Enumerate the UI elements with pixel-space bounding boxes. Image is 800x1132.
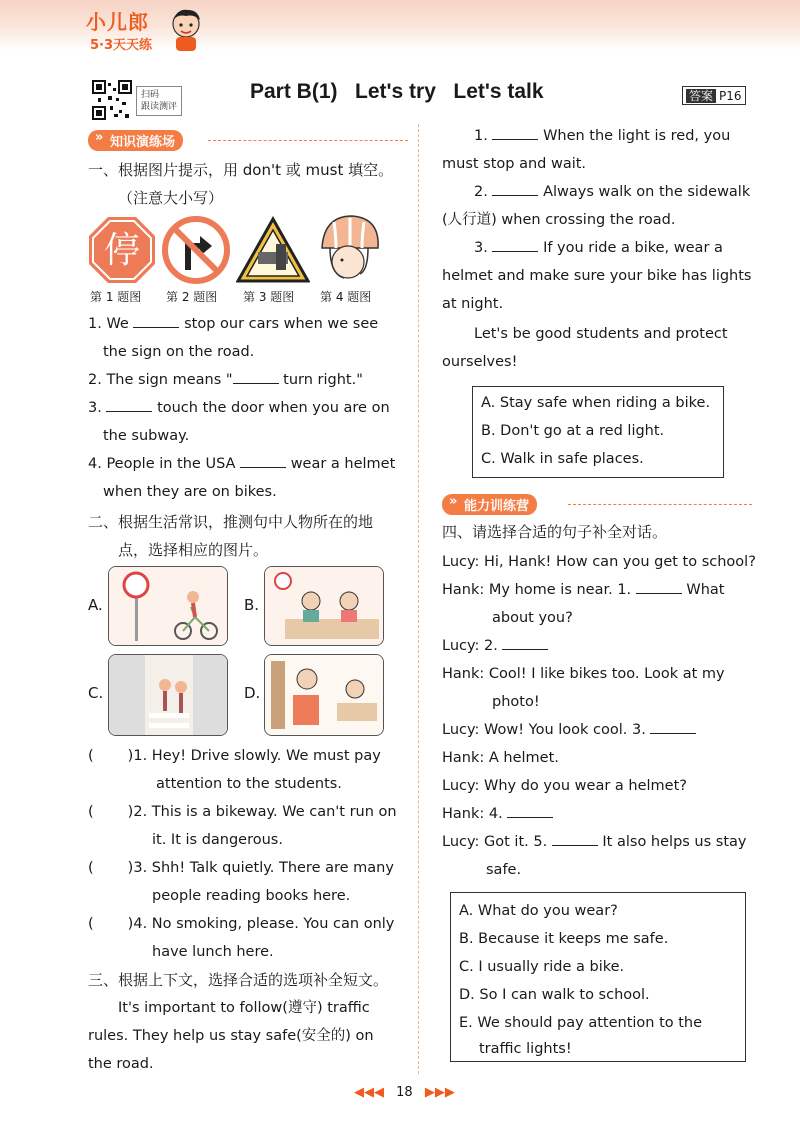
dialog-option-e-cont: traffic lights! [479,1041,572,1057]
qr-label [136,86,182,116]
section-tag-ability [442,494,752,514]
question-4-cont: when they are on bikes. [103,484,277,500]
dialog-option-a: A. What do you wear? [459,903,618,919]
answer-page: P16 [719,89,742,103]
dialog-line-2-cont: about you? [492,610,573,626]
answer-blank[interactable] [106,395,152,412]
answer-paren[interactable] [94,800,128,816]
match-item-3: ( )3. Shh! Talk quietly. There are many [88,854,394,882]
answer-blank[interactable] [492,235,538,252]
match-item-4-cont: have lunch here. [152,944,274,960]
question-1-cont: the sign on the road. [103,344,255,360]
picture-d-library [264,654,384,736]
question-1: 1. We stop our cars when we see [88,310,378,338]
dialog-line-9-cont: safe. [486,862,522,878]
answer-paren[interactable] [94,744,128,760]
options-box-section3 [472,386,724,478]
section1-heading-note: （注意大小写） [118,189,224,207]
match-item-1: ( )1. Hey! Drive slowly. We must pay [88,742,381,770]
answer-badge[interactable] [682,86,746,105]
caption-3: 第 3 题图 [243,290,295,304]
answer-blank[interactable] [650,717,696,734]
dialog-line-2: Hank: My home is near. 1. What [442,576,725,604]
dialog-line-8: Hank: 4. [442,800,553,828]
match-item-4: ( )4. No smoking, please. You can only [88,910,394,938]
dialog-option-c: C. I usually ride a bike. [459,959,625,975]
answer-blank[interactable] [492,179,538,196]
dialog-option-b: B. Because it keeps me safe. [459,931,669,947]
page-footer [354,1085,455,1100]
dialog-option-e: E. We should pay attention to the [459,1015,703,1031]
page-number: 18 [396,1085,413,1100]
passage-blank-3-end: at night. [442,296,504,312]
question-3-cont: the subway. [103,428,190,444]
section2-heading: 二、根据生活常识，推测句中人物所在的地 [88,513,374,531]
dialog-line-9: Lucy: Got it. 5. It also helps us stay [442,828,747,856]
question-2: 2. The sign means " turn right." [88,366,363,394]
option-a: A. Stay safe when riding a bike. [481,395,711,411]
section4-heading: 四、请选择合适的句子补全对话。 [442,523,668,541]
brand-logo: 小儿郎 [86,10,149,34]
section3-heading: 三、根据上下文，选择合适的选项补全短文。 [88,971,389,989]
prev-arrows-icon[interactable]: ◀◀◀ [354,1085,384,1100]
caption-1: 第 1 题图 [90,290,142,304]
answer-paren[interactable] [94,912,128,928]
dialog-line-3: Lucy: 2. [442,632,548,660]
section2-heading-cont: 点，选择相应的图片。 [118,541,269,559]
match-item-2: ( )2. This is a bikeway. We can't run on [88,798,397,826]
picture-b-canteen [264,566,384,646]
dialog-line-5: Lucy: Wow! You look cool. 3. [442,716,696,744]
section-tag-practice [88,130,408,150]
qr-label-line1: 扫码 [141,90,160,100]
answer-label: 答案 [686,89,716,103]
answer-blank[interactable] [240,451,286,468]
helmet-icon [316,212,384,286]
page-title: Part B(1) Let's try Let's talk [250,80,544,103]
answer-blank[interactable] [502,633,548,650]
passage-blank-2: 2. Always walk on the sidewalk [474,178,750,206]
passage-blank-1: 1. When the light is red, you [474,122,730,150]
passage-line-2: rules. They help us stay safe(安全的) on [88,1028,374,1044]
option-c: C. Walk in safe places. [481,451,644,467]
match-item-3-cont: people reading books here. [152,888,351,904]
picture-label-b: B. [244,596,260,614]
no-touch-door-icon [236,216,310,284]
tag-dashline [568,504,752,505]
dialog-line-4-cont: photo! [492,694,540,710]
passage-closing-1: Let's be good students and protect [474,326,728,342]
answer-blank[interactable] [492,123,538,140]
qr-code-icon[interactable] [92,80,132,120]
dialog-line-7: Lucy: Why do you wear a helmet? [442,778,687,794]
options-box-section4 [450,892,746,1062]
question-3: 3. touch the door when you are on [88,394,390,422]
passage-blank-1-cont: must stop and wait. [442,156,587,172]
option-b: B. Don't go at a red light. [481,423,665,439]
next-arrows-icon[interactable]: ▶▶▶ [424,1085,455,1100]
picture-label-c: C. [88,684,104,702]
tag-dashline [208,140,408,141]
section-tag-label: » 知识演练场 [88,130,183,151]
qr-label-line2: 跟读测评 [141,102,178,112]
picture-c-crossing [108,654,228,736]
match-item-2-cont: it. It is dangerous. [152,832,283,848]
column-divider [418,124,419,1074]
answer-blank[interactable] [133,311,179,328]
answer-blank[interactable] [233,367,279,384]
match-item-1-cont: attention to the students. [156,776,342,792]
section-tag-label: » 能力训练营 [442,494,537,515]
passage-blank-2-cont: (人行道) when crossing the road. [442,212,676,228]
picture-label-a: A. [88,596,103,614]
passage-line-1: It's important to follow(遵守) traffic [118,1000,370,1016]
brand-subtitle: 5·3天天练 [90,38,153,53]
section1-heading: 一、根据图片提示，用 don't 或 must 填空。 [88,161,394,179]
mascot-icon [166,6,206,52]
passage-blank-3: 3. If you ride a bike, wear a [474,234,723,262]
stop-sign-text: 停 [103,230,141,271]
answer-paren[interactable] [94,856,128,872]
passage-closing-2: ourselves! [442,354,518,370]
no-right-turn-icon [162,216,230,284]
dialog-option-d: D. So I can walk to school. [459,987,650,1003]
caption-4: 第 4 题图 [320,290,372,304]
picture-a-bikeway [108,566,228,646]
dialog-line-1: Lucy: Hi, Hank! How can you get to school? [442,554,756,570]
picture-label-d: D. [244,684,261,702]
stop-sign-icon [88,216,156,284]
passage-blank-3-cont: helmet and make sure your bike has lights [442,268,752,284]
dialog-line-4: Hank: Cool! I like bikes too. Look at my [442,666,725,682]
answer-blank[interactable] [552,829,598,846]
question-4: 4. People in the USA wear a helmet [88,450,395,478]
answer-blank[interactable] [636,577,682,594]
passage-line-3: the road. [88,1056,154,1072]
answer-blank[interactable] [507,801,553,818]
dialog-line-6: Hank: A helmet. [442,750,559,766]
caption-2: 第 2 题图 [166,290,218,304]
